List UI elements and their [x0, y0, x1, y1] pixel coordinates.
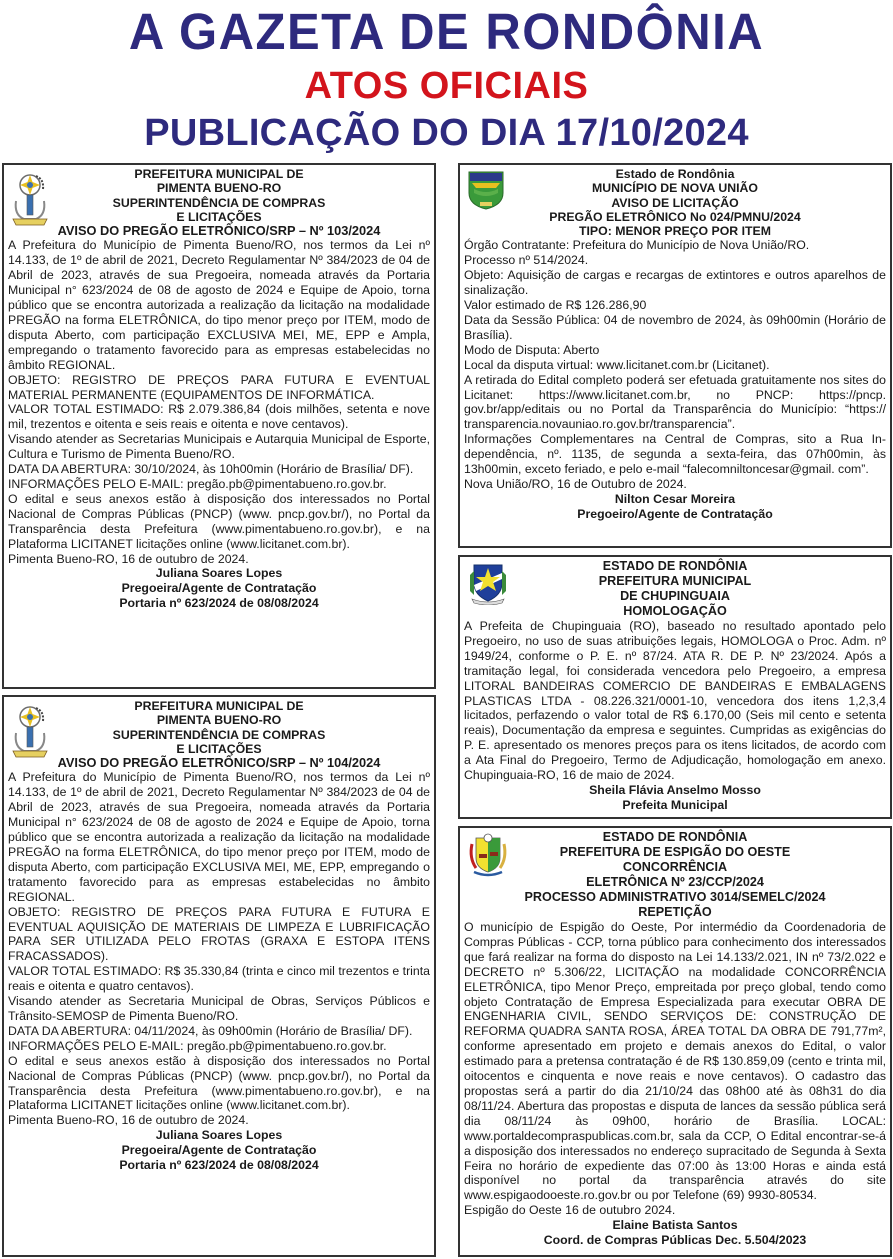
signer-role: Pregoeiro/Agente de Contratação	[577, 506, 773, 521]
signer-name: Elaine Batista Santos	[612, 1218, 738, 1233]
header-line: PREFEITURA MUNICIPAL DE	[134, 167, 304, 181]
signer-name: Sheila Flávia Anselmo Mosso	[589, 782, 761, 797]
signature-block	[8, 566, 430, 611]
header-line: E LICITAÇÕES	[176, 209, 262, 224]
notice-title: HOMOLOGAÇÃO	[623, 604, 727, 618]
paragraph-valor: VALOR TOTAL ESTIMADO: R$ 2.079.386,84 (dois milhões, setenta e nove mil, trezentos e oitenta e seis reais e oitenta e nove centavos).	[8, 402, 430, 432]
notice-header	[464, 559, 886, 619]
notice-body	[8, 770, 430, 1128]
header-line: PREFEITURA MUNICIPAL DE	[134, 699, 304, 713]
paragraph-edital: A retirada do Edital completo poderá ser efetuada gratuitamente nos sites do Licitanet: https://www.licitanet.com.br, no PNCP: https://pncp. gov.br/app/editais ou no Portal da Transparência do Município: “https:// transparencia.novauniao.ro.gov.br/transparencia”.	[464, 372, 886, 432]
signature-block	[464, 492, 886, 522]
header-line: Estado de Rondônia	[615, 167, 735, 181]
signer-role: Pregoeira/Agente de Contratação	[121, 581, 317, 596]
paragraph-processo: Processo nº 514/2024.	[464, 253, 589, 268]
notice-title: AVISO DO PREGÃO ELETRÔNICO/SRP – Nº 104/2024	[57, 755, 381, 771]
notice-pregao-104-2024	[2, 695, 436, 1257]
notice-header	[8, 699, 430, 770]
notice-body	[464, 238, 886, 491]
notice-nova-uniao-pregao-024	[458, 163, 892, 548]
signature-block	[464, 1218, 886, 1248]
header-line: ESTADO DE RONDÔNIA	[602, 559, 748, 573]
notice-header	[464, 167, 886, 238]
paragraph-valor: VALOR TOTAL ESTIMADO: R$ 35.330,84 (trinta e cinco mil trezentos e trinta reais e oitenta e quatro centavos).	[8, 964, 430, 994]
signer-name: Nilton Cesar Moreira	[614, 491, 736, 506]
header-line: SUPERINTENDÊNCIA DE COMPRAS	[112, 727, 326, 742]
notice-body	[464, 920, 886, 1218]
header-line: E LICITAÇÕES	[176, 741, 262, 756]
header-line: CONCORRÊNCIA	[622, 860, 728, 874]
notice-header	[8, 167, 430, 238]
signer-ordinance: Portaria nº 623/2024 de 08/08/2024	[119, 596, 319, 611]
header-line: PREFEITURA DE ESPIGÃO DO OESTE	[559, 845, 791, 859]
paragraph: Visando atender as Secretarias Municipais e Autarquia Municipal de Esporte, Cultura e Turismo de Pimenta Bueno/RO.	[8, 432, 430, 462]
header-line: PIMENTA BUENO-RO	[156, 181, 282, 196]
newspaper-title: A GAZETA DE RONDÔNIA	[128, 3, 765, 61]
paragraph-email: INFORMAÇÕES PELO E-MAIL: pregão.pb@pimentabueno.ro.gov.br.	[8, 476, 387, 491]
paragraph-modo-disputa: Modo de Disputa: Aberto	[464, 342, 600, 357]
paragraph: O edital e seus anexos estão à disposição dos interessados no Portal Nacional de Compras Públicas (PNCP) (www. pncp.gov.br/), no Portal da Transparência desta Prefeitura (www.pimentabueno.ro.gov.br), e na Plataforma LICITANET licitações online (www.licitanet.com.br).	[8, 491, 430, 551]
signer-name: Juliana Soares Lopes	[155, 566, 283, 581]
header-line: DE CHUPINGUAIA	[620, 589, 730, 603]
paragraph: Visando atender as Secretaria Municipal de Obras, Serviços Públicos e Trânsito-SEMOSP de Pimenta Bueno/RO.	[8, 994, 430, 1023]
signer-name: Juliana Soares Lopes	[155, 1128, 283, 1143]
paragraph-data-abertura: DATA DA ABERTURA: 04/11/2024, às 09h00min (Horário de Brasília/ DF).	[8, 1023, 413, 1038]
paragraph-date-place: Nova União/RO, 16 de Outubro de 2024.	[464, 476, 687, 491]
paragraph: A Prefeitura do Município de Pimenta Bueno/RO, nos termos da Lei nº 14.133, de 1º de abril de 2021, Decreto Regulamentar Nº 384/2023 de 04 de Abril de 2023, através de sua Pregoeira, nomeada através da Portaria Municipal n° 623/2024 de 08 de agosto de 2024 e Equipe de Apoio, torna público que se encontra autorizada a realização da licitação na modalidade PREGÃO na forma ELETRÔNICA, do tipo menor preço por ITEM, modo de disputa Aberto, com participação EXCLUSIVA MEI, ME, EPP e Ampla, empregando o tratamento favorecido para as empresas estabelecidas no âmbito REGIONAL.	[8, 238, 430, 372]
paragraph: A Prefeita de Chupinguaia (RO), baseado no resultado apontado pelo Pregoeiro, no uso de suas atribuições legais, HOMOLOGA o Proc. Adm. nº 1949/24, conforme o P. E. nº 87/24. ATA R. DE P. Nº 23/2024. Após a tramitação legal, foi considerada vencedora pelo Pregoeiro, a empresa LITORAL BANDEIRAS COMERCIO DE BANDEIRAS E EMBALAGENS PLASTICAS LTDA - 08.226.321/0001-10, vencedora dos itens 1,2,3,4 licitados, perfazendo o valor total de R$ 6.170,00 (Seis mil cento e setenta reais), Documentação da empresa e seguintes. Cumpridas as exigências do P. E. apresentado os menores preços para os itens licitados, de acordo com a Ata Final do Pregoeiro, Termo de Adjudicação, homologação em anexo. Chupinguaia-RO, 16 de maio de 2024.	[464, 619, 886, 783]
paragraph: A Prefeitura do Município de Pimenta Bueno/RO, nos termos da Lei nº 14.133, de 1º de abril de 2021, Decreto Regulamentar Nº 384/2023 de 04 de Abril de 2023, através de sua Pregoeira, nomeada através da Portaria Municipal n° 623/2024 de 08 de agosto de 2024 e Equipe de Apoio, torna público que se encontra autorizada a realização da licitação na modalidade PREGÃO na forma ELETRÔNICA, do tipo menor preço por ITEM, modo de disputa Aberto, com participação EXCLUSIVA MEI, ME, EPP, empregando o tratamento favorecido para as empresas estabelecidas no âmbito REGIONAL.	[8, 770, 430, 904]
paragraph-email: INFORMAÇÕES PELO E-MAIL: pregão.pb@pimentabueno.ro.gov.br.	[8, 1038, 387, 1053]
signer-role: Pregoeira/Agente de Contratação	[121, 1143, 317, 1158]
signature-block	[8, 1128, 430, 1173]
publication-date: PUBLICAÇÃO DO DIA 17/10/2024	[144, 112, 749, 154]
notice-body	[464, 619, 886, 783]
header-line: ESTADO DE RONDÔNIA	[602, 830, 748, 844]
notice-chupinguaia-homologacao	[458, 555, 892, 819]
paragraph-objeto: OBJETO: REGISTRO DE PREÇOS PARA FUTURA E EVENTUAL MATERIAL PERMANENTE (EQUIPAMENTOS DE INFORMÁTICA.	[8, 372, 430, 402]
paragraph-date-place: Pimenta Bueno-RO, 16 de outubro de 2024.	[8, 1113, 249, 1128]
masthead	[0, 0, 893, 160]
header-line: AVISO DE LICITAÇÃO	[611, 195, 739, 210]
notice-espigao-concorrencia-23	[458, 826, 892, 1257]
paragraph-local: Local da disputa virtual: www.licitanet.com.br (Licitanet).	[464, 357, 770, 372]
notice-header	[464, 830, 886, 920]
paragraph: O município de Espigão do Oeste, Por intermédio da Coordenadoria de Compras Públicas - CCP, torna público para conhecimento dos interessados que fará realizar na forma do disposto na Lei 14.133/2.021, IN nº 73/2.022 e DECRETO nº 5.306/22, LICITAÇÃO na modalidade CONCORRÊNCIA ELETRÔNICA, tipo Menor Preço, empreitada por preço global, tendo como objeto Contratação de Empresa Especializada para executar OBRA DE ENGENHARIA CIVIL, SENDO SERVIÇOS DE: CONSTRUÇÃO DE REFORMA QUADRA SANTA ROSA, ÁREA TOTAL DA OBRA DE 791,77m², conforme apresentado em projeto e demais anexos do Edital, o valor estimado para a pretensa contratação é de R$ 130.859,09 (cento e trinta mil, oitocentos e cinquenta e nove reais e nove centavos). O cadastro das propostas será a partir do dia 21/10/24 das 08h00 até às 08h31 do dia 08/11/24. Abertura das propostas e disputa de lances da sessão pública será dia 08/11/24 às 09h00, horário de Brasília. LOCAL: www.portaldecompraspublicas.com.br, sala da CCP, O Edital encontrar-se-á a disposição dos interessados no endereço supracitado de Segunda à Sexta Feira no horário de expediente das 07:00 às 13:00 Horas e ainda está disponível no portal da transparência através do site www.espigaodooeste.ro.gov.br ou por Telefone (69) 9930-80534.	[464, 920, 886, 1203]
paragraph-valor: Valor estimado de R$ 126.286,90	[464, 298, 647, 313]
paragraph-objeto: OBJETO: REGISTRO DE PREÇOS PARA FUTURA E FUTURA E EVENTUAL AQUISIÇÃO DE MATERIAIS DE LIMPEZA E LUBRIFICAÇÃO PARA SER UTILIZADA PELO FROTAS (GRAXA E ESTOPA ITENS FRACASSADOS).	[8, 904, 430, 964]
header-line: REPETIÇÃO	[638, 905, 712, 919]
paragraph-date-place: Pimenta Bueno-RO, 16 de outubro de 2024.	[8, 551, 249, 566]
paragraph-date-place: Espigão do Oeste 16 de outubro 2024.	[464, 1203, 676, 1218]
paragraph: O edital e seus anexos estão à disposição dos interessados no Portal Nacional de Compras Públicas (PNCP) (www. pncp.gov.br/), no Portal da Transparência desta Prefeitura (www.pimentabueno.ro.gov.br), e na Plataforma LICITANET licitações online (www.licitanet.com.br).	[8, 1053, 430, 1113]
paragraph-informacoes: Informações Complementares na Central de Compras, sito a Rua Independência, nº. 1135, de segunda a sexta-feira, das 07h00min, às 13h00min, exceto feriado, e pelo e-mail “falecomniltoncesar@gmail. com”.	[464, 432, 886, 477]
paragraph-data-sessao: Data da Sessão Pública: 04 de novembro de 2024, às 09h00min (Horário de Brasília).	[464, 313, 886, 342]
notice-body	[8, 238, 430, 566]
header-line: PIMENTA BUENO-RO	[156, 713, 282, 728]
notice-title: ELETRÔNICA Nº 23/CCP/2024	[586, 875, 764, 889]
header-line: PROCESSO ADMINISTRATIVO 3014/SEMELC/2024	[524, 890, 826, 904]
notice-title: AVISO DO PREGÃO ELETRÔNICO/SRP – Nº 103/2024	[57, 223, 381, 239]
notice-pregao-103-2024	[2, 163, 436, 689]
paragraph-orgao: Órgão Contratante: Prefeitura do Município de Nova União/RO.	[464, 238, 810, 253]
paragraph-data-abertura: DATA DA ABERTURA: 30/10/2024, às 10h00min (Horário de Brasília/ DF).	[8, 462, 414, 477]
header-line: TIPO: MENOR PREÇO POR ITEM	[579, 224, 771, 239]
header-line: MUNICÍPIO DE NOVA UNIÃO	[591, 181, 758, 196]
section-title: ATOS OFICIAIS	[304, 65, 589, 107]
notice-title: PREGÃO ELETRÔNICO No 024/PMNU/2024	[549, 209, 801, 224]
signer-role: Coord. de Compras Públicas Dec. 5.504/2023	[543, 1233, 807, 1248]
header-line: SUPERINTENDÊNCIA DE COMPRAS	[112, 195, 326, 210]
header-line: PREFEITURA MUNICIPAL	[598, 574, 752, 588]
signer-role: Prefeita Municipal	[622, 797, 728, 812]
signature-block	[464, 783, 886, 813]
signer-ordinance: Portaria nº 623/2024 de 08/08/2024	[119, 1158, 319, 1173]
paragraph-objeto: Objeto: Aquisição de cargas e recargas de extintores e outros aparelhos de sinalização.	[464, 268, 886, 298]
